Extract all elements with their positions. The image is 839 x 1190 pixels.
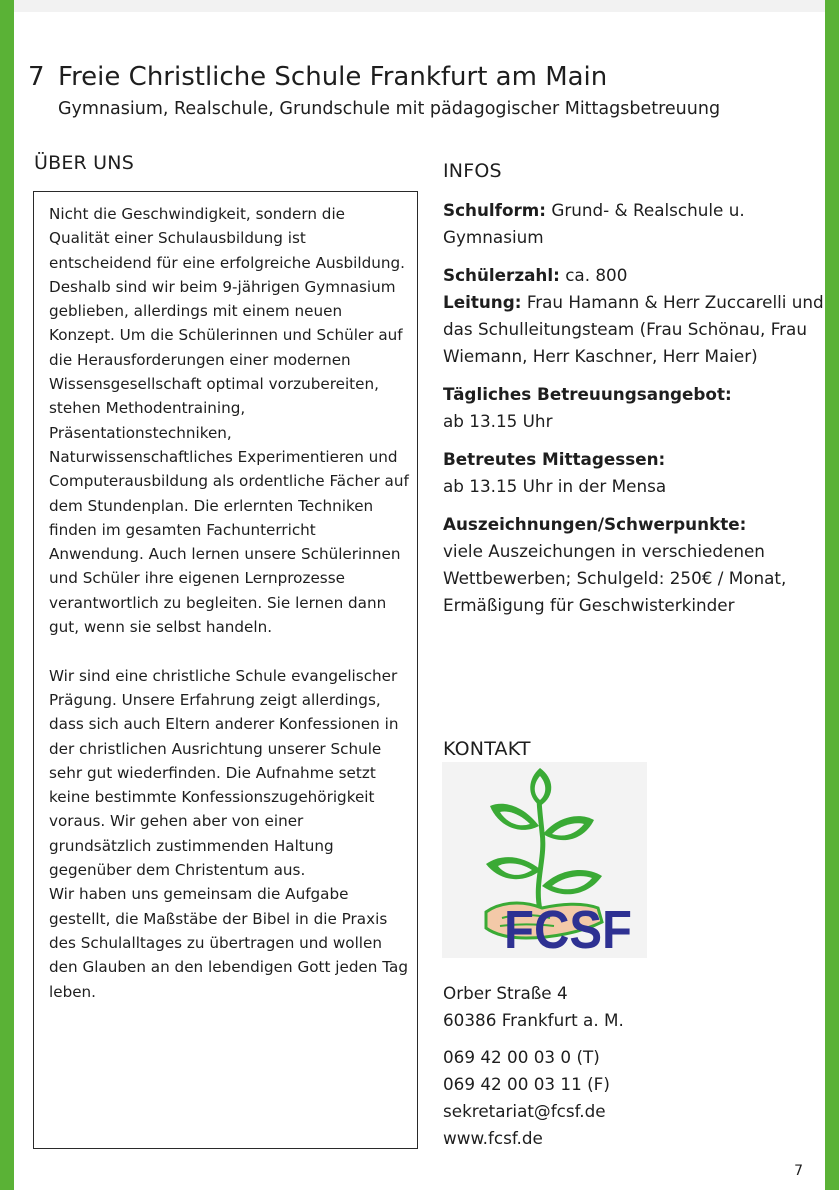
- infos-list: [443, 197, 827, 619]
- address-city: 60386 Frankfurt a. M.: [443, 1010, 624, 1030]
- info-schulform: [443, 197, 827, 251]
- plant-hand-logo-icon: [442, 762, 647, 958]
- about-box: [33, 191, 418, 1149]
- info-value: viele Auszeichungen in verschiedenen Wettbewerben; Schulgeld: 250€ / Monat, Ermäßigung für Geschwisterkinder: [443, 541, 787, 615]
- left-green-border: [0, 0, 14, 1190]
- page-title: [28, 60, 607, 94]
- info-label: Betreutes Mittagessen:: [443, 449, 666, 469]
- about-paragraph-1: Nicht die Geschwindigkeit, sondern die Qualität einer Schulausbildung ist entscheidend für eine erfolgreiche Ausbildung. Deshalb sind wir beim 9-jährigen Gymnasium geblieben, allerdings mit einem neuen Konzept. Um die Schülerinnen und Schüler auf die Herausforderungen einer modernen Wissensgesellschaft optimal vorzubereiten, stehen Methodentraining, Präsentationstechniken, Naturwissenschaftliches Experimentieren und Computerausbildung als ordentliche Fächer auf dem Stundenplan. Die erlernten Techniken finden im gesamten Fachunterricht Anwendung. Auch lernen unsere Schülerinnen und Schüler ihre eigenen Lernprozesse verantwortlich zu begleiten. Sie lernen dann gut, wenn sie selbst handeln.: [49, 205, 409, 637]
- contact-phone: 069 42 00 03 0 (T): [443, 1047, 600, 1067]
- info-value: ab 13.15 Uhr: [443, 411, 553, 431]
- info-label: Schülerzahl:: [443, 265, 560, 285]
- about-heading: ÜBER UNS: [34, 152, 134, 174]
- top-band: [14, 0, 825, 12]
- info-value: ca. 800: [565, 265, 628, 285]
- contact-website[interactable]: www.fcsf.de: [443, 1128, 543, 1148]
- info-mittagessen: [443, 446, 827, 500]
- info-auszeichnungen: [443, 511, 827, 619]
- contact-address: [443, 980, 624, 1034]
- info-label: Auszeichnungen/Schwerpunkte:: [443, 514, 747, 534]
- info-betreuung: [443, 381, 827, 435]
- about-paragraph-3: Wir haben uns gemeinsam die Aufgabe gestellt, die Maßstäbe der Bibel in die Praxis des Schulalltages zu übertragen und wollen den Glauben an den lebendigen Gott jeden Tag leben.: [49, 885, 408, 1001]
- info-value: Frau Hamann & Herr Zuccarelli und das Schulleitungsteam (Frau Schönau, Frau Wiemann, Herr Kaschner, Herr Maier): [443, 292, 824, 366]
- school-name: Freie Christliche Schule Frankfurt am Main: [58, 62, 608, 92]
- address-street: Orber Straße 4: [443, 983, 568, 1003]
- contact-details: [443, 1044, 610, 1152]
- contact-fax: 069 42 00 03 11 (F): [443, 1074, 610, 1094]
- right-green-border: [825, 0, 839, 1190]
- contact-heading: KONTAKT: [443, 738, 531, 760]
- about-paragraph-2: Wir sind eine christliche Schule evangelischer Prägung. Unsere Erfahrung zeigt allerdings, dass sich auch Eltern anderer Konfessionen in der christlichen Ausrichtung unserer Schule sehr gut wiederfinden. Die Aufnahme setzt keine bestimmte Konfessionszugehörigkeit voraus. Wir gehen aber von einer grundsätzlich zustimmenden Haltung gegenüber dem Christentum aus.: [49, 666, 399, 880]
- info-value: Grund- & Realschule u. Gymnasium: [443, 200, 745, 247]
- info-value: ab 13.15 Uhr in der Mensa: [443, 476, 667, 496]
- info-label: Schulform:: [443, 200, 546, 220]
- infos-heading: INFOS: [443, 160, 502, 182]
- info-label: Leitung:: [443, 292, 522, 312]
- info-label: Tägliches Betreuungsangebot:: [443, 384, 732, 404]
- contact-email[interactable]: sekretariat@fcsf.de: [443, 1101, 606, 1121]
- info-leitung: [443, 289, 827, 370]
- info-schuelerzahl: [443, 262, 827, 289]
- logo-text: FCSF: [504, 900, 632, 958]
- school-logo: [442, 762, 647, 958]
- school-number: 7: [28, 62, 45, 92]
- page-number: 7: [794, 1163, 803, 1179]
- school-subtitle: Gymnasium, Realschule, Grundschule mit pädagogischer Mittagsbetreuung: [58, 99, 721, 119]
